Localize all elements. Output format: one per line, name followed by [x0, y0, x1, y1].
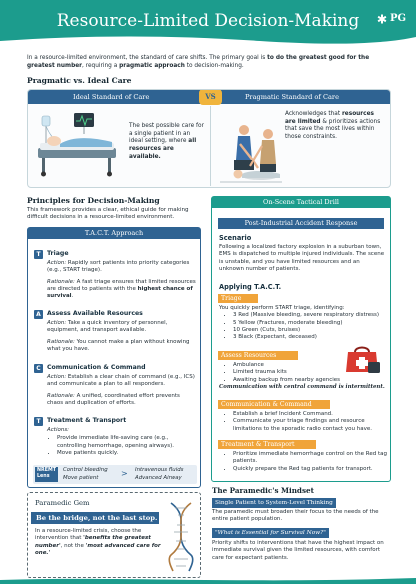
hospital-bed-illustration [32, 110, 122, 184]
header-wave [0, 33, 416, 47]
list-item: • Communicate your triage findings and resource limitations to the sporadic radio contact you have. [233, 418, 387, 433]
list-item: • 10 Green (Cuts, bruises) [233, 327, 387, 334]
tact-approach-box [27, 227, 201, 488]
brand-text: PG [389, 13, 406, 24]
tact-letter-a: A [34, 310, 43, 319]
treatment-section [219, 451, 387, 473]
brand-logo [377, 12, 406, 25]
pragmatic-title: Pragmatic Standard of Care [245, 93, 339, 101]
rationale-text: A fast triage ensures that limited resources are directed to patients with the [47, 278, 196, 292]
vs-badge: VS [199, 89, 222, 105]
tact-title: T.A.C.T. Approach [28, 228, 200, 239]
mindset-tag-2: "What is Essential for Survival Now?" [212, 528, 329, 538]
nremt-priority-col [63, 467, 108, 482]
trauma-kit-icon [340, 342, 384, 376]
tact-letter-t2: T [34, 417, 43, 426]
pragmatic-text-1: Acknowledges that [285, 111, 342, 117]
tact-body [47, 374, 197, 411]
nremt-item: Advanced Airway [135, 474, 182, 481]
report-title: Post-Industrial Accident Response [218, 218, 384, 229]
rationale-label: Rationale: [47, 278, 75, 285]
nremt-lower-col [135, 467, 183, 482]
tact-heading: Treatment & Transport [47, 417, 127, 424]
mindset-text-1: The paramedic must broaden their focus to the needs of the entire patient population. [212, 509, 379, 523]
list-item: • Move patients quickly. [57, 450, 197, 457]
list-item: • Limited trauma kits [233, 369, 389, 376]
communication-section [219, 411, 387, 433]
greater-than-icon: > [121, 469, 128, 478]
header-banner [0, 0, 416, 46]
applying-heading: Applying T.A.C.T. [219, 283, 282, 291]
gem-banner: Be the bridge, not the last stop. [31, 512, 159, 524]
action-label: Action: [47, 374, 67, 380]
list-item: • Establish a brief Incident Command. [233, 411, 387, 418]
intro-paragraph [27, 55, 392, 70]
action-label: Action: [47, 320, 67, 326]
action-text: Establish a clear chain of command (e.g., ICS) and communicate a plan to all responders. [47, 374, 195, 388]
intro-text-1: In a resource-limited environment, the standard of care shifts. The primary goal is [27, 55, 268, 61]
tact-body [47, 427, 197, 457]
pragmatic-text-2: & prioritizes actions that save the most lives within those constraints. [285, 118, 381, 140]
ideal-title: Ideal Standard of Care [73, 93, 150, 101]
paramedic-gem-box [27, 492, 201, 578]
rationale-end: . [71, 293, 74, 299]
intro-text-2: , requiring a [82, 62, 120, 69]
tact-heading: Assess Available Resources [47, 310, 143, 317]
principles-text: This framework provides a clear, ethical guide for making difficult decisions in a resource-limited environment. [27, 207, 189, 221]
compare-divider [210, 106, 211, 186]
assess-note: Communication with central command is intermittent. [219, 383, 385, 390]
intro-emphasis-2: pragmatic approach [119, 62, 185, 69]
cpr-illustration [218, 116, 284, 186]
list-item: • Awaiting backup from nearby agencies [233, 377, 389, 384]
triage-list [233, 312, 387, 341]
nremt-tag: NREMT Lens [35, 467, 58, 482]
mindset-heading: The Paramedic's Mindset [212, 486, 314, 495]
compare-panel [27, 89, 391, 188]
list-item: • Prioritize immediate hemorrhage control on the Red tag patients. [233, 451, 387, 466]
intro-emphasis-1: to do the greatest good for the greatest number [27, 55, 370, 69]
treatment-pill: Treatment & Transport [218, 440, 316, 449]
ideal-description [129, 123, 205, 161]
rationale-text: You cannot make a plan without knowing what you have. [47, 338, 190, 352]
communication-pill: Communication & Command [218, 400, 330, 409]
gem-emphasis-2: 'most advanced care for one.' [35, 542, 161, 556]
mindset-tag-1: Single Patient to System-Level Thinking [212, 498, 336, 508]
pragmatic-emphasis: resources are limited [285, 111, 374, 125]
assess-pill: Assess Resources [218, 351, 298, 360]
pragmatic-description [285, 111, 385, 142]
rationale-emphasis: highest chance of survival [47, 285, 193, 299]
scenario-text: Following a localized factory explosion in a suburban town, EMS is dispatched to multiple injured individuals. The scene is unstable, and you have limited resources and an unknown number of patients. [219, 244, 385, 272]
tact-heading: Triage [47, 250, 69, 257]
list-item: • 3 Black (Expectant, deceased) [233, 334, 387, 341]
list-item: • Quickly prepare the Red tag patients for transport. [233, 466, 387, 473]
compare-heading: Pragmatic vs. Ideal Care [27, 76, 132, 85]
list-item: • Provide immediate life-saving care (e.g., controlling hemorrhage, opening airways). [57, 435, 197, 450]
scenario-heading: Scenario [219, 234, 252, 242]
page-title: Resource-Limited Decision-Making [56, 11, 360, 31]
tact-letter-t: T [34, 250, 43, 259]
gem-text-1: In a resource-limited crisis, choose the intervention that [35, 528, 142, 542]
gem-emphasis-1: 'benefits the greatest number' [35, 535, 151, 549]
footer-wave [0, 576, 416, 584]
tact-body [47, 260, 197, 304]
mindset-text-2: Priority shifts to interventions that have the highest impact on immediate survival given the limited resources, with comfort care for expectant patients. [212, 540, 384, 561]
drill-title: On-Scene Tactical Drill [212, 197, 390, 208]
nremt-item: Intravenous fluids [135, 467, 184, 473]
gem-text-2: , not the [60, 542, 86, 549]
rationale-label: Rationale: [47, 338, 75, 345]
dna-icon [167, 501, 195, 573]
rationale-text: A unified, coordinated effort prevents chaos and duplication of efforts. [47, 392, 180, 406]
tact-letter-c: C [34, 364, 43, 373]
tact-body [47, 320, 197, 357]
treatment-list [57, 435, 197, 457]
communication-list [233, 411, 387, 433]
tactical-drill-box [211, 196, 391, 482]
nremt-item: Move patient [63, 474, 99, 481]
nremt-lens [33, 465, 197, 484]
action-text: Rapidly sort patients into priority categories (e.g., START triage). [47, 260, 190, 274]
list-item: • 5 Yellow (Fractures, moderate bleeding) [233, 320, 387, 327]
nremt-item: Control bleeding [63, 467, 108, 473]
intro-text-3: to decision-making. [184, 62, 244, 69]
action-label: Actions: [47, 427, 70, 433]
gem-title: Paramedic Gem [35, 499, 90, 507]
star-of-life-icon [377, 14, 387, 24]
list-item: • 3 Red (Massive bleeding, severe respiratory distress) [233, 312, 387, 319]
principles-heading: Principles for Decision-Making [27, 196, 160, 205]
list-item: • Ambulance [233, 362, 389, 369]
triage-pill: Triage [218, 294, 258, 303]
triage-section [219, 305, 387, 341]
ideal-text: The best possible care for a single patient in an ideal setting, where [129, 123, 204, 145]
gem-text [35, 528, 165, 557]
action-text: Take a quick inventory of personnel, equipment, and transport available. [47, 320, 168, 334]
tact-heading: Communication & Command [47, 364, 146, 371]
treatment-drill-list [233, 451, 387, 473]
triage-intro: You quickly perform START triage, identifying: [219, 305, 345, 311]
ideal-emphasis: all resources are available. [129, 138, 197, 160]
action-label: Action: [47, 260, 67, 266]
rationale-label: Rationale: [47, 392, 75, 399]
